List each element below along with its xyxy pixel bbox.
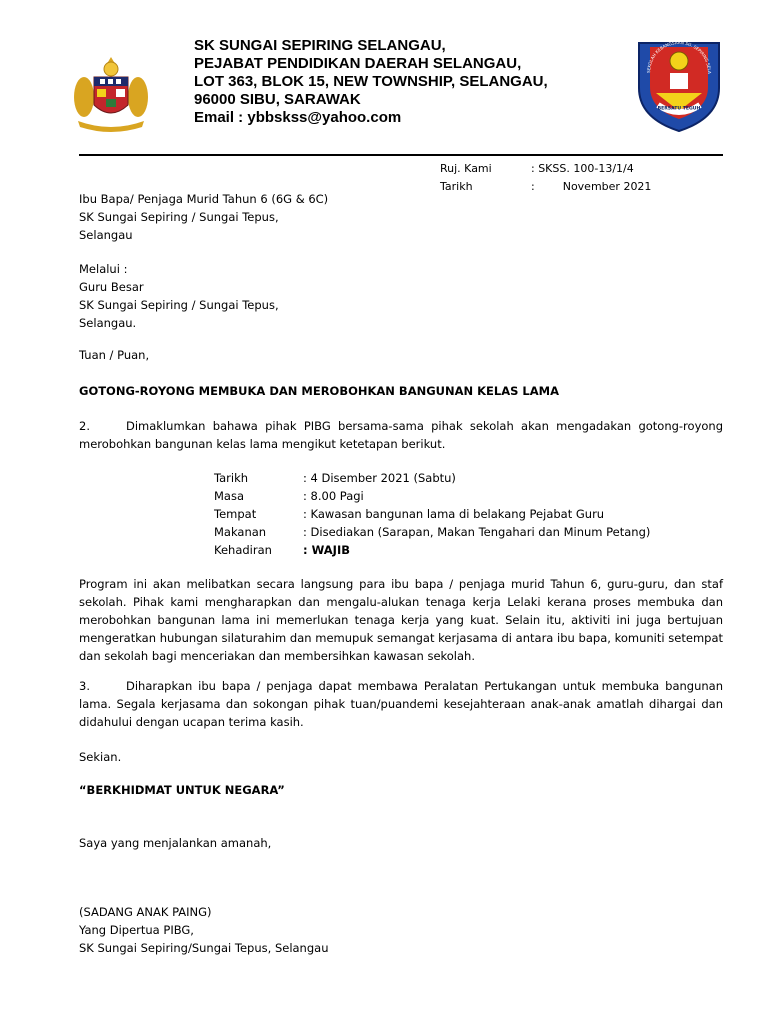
details-row <box>214 541 650 559</box>
recipient-line: Ibu Bapa/ Penjaga Murid Tahun 6 (6G & 6C) <box>79 192 329 206</box>
motto: “BERKHIDMAT UNTUK NEGARA” <box>79 783 285 797</box>
ref-labels <box>440 160 492 196</box>
details-value: : 4 Disember 2021 (Sabtu) <box>303 471 456 485</box>
details-row <box>214 523 650 541</box>
school-motto: BERSATU TEGUH <box>657 106 701 112</box>
details-value: : Disediakan (Sarapan, Makan Tengahari dan Minum Petang) <box>303 525 651 539</box>
tarikh-colon: : <box>531 180 535 193</box>
details-row <box>214 469 650 487</box>
letterhead-line: PEJABAT PENDIDIKAN DAERAH SELANGAU, <box>194 55 522 72</box>
details-row <box>214 487 650 505</box>
details-row <box>214 505 650 523</box>
ruj-value: : SKSS. 100-13/1/4 <box>531 162 634 175</box>
details-label: Kehadiran <box>214 543 272 557</box>
letterhead-email: Email : ybbskss@yahoo.com <box>194 109 402 126</box>
para-number: 2. <box>79 419 90 433</box>
details-label: Makanan <box>214 525 267 539</box>
details-label: Masa <box>214 489 245 503</box>
signatory-block <box>79 903 328 957</box>
signatory-name: (SADANG ANAK PAING) <box>79 905 212 919</box>
para-text: Diharapkan ibu bapa / penjaga dapat membawa Peralatan Pertukangan untuk membuka bangunan lama. Segala kerjasama dan sokongan pihak tuan/puandemi kesejahteraan anak-anak amatlah dihargai dan didahului dengan ucapan terima kasih. <box>79 679 723 729</box>
via-line: Guru Besar <box>79 280 144 294</box>
recipient-line: Selangau <box>79 228 133 242</box>
coat-of-arms-icon <box>70 55 152 137</box>
program-paragraph: Program ini akan melibatkan secara langsung para ibu bapa / penjaga murid Tahun 6, guru-guru, dan staf sekolah. Pihak kami mengharapkan dan mengalu-alukan tenaga kerja Lelaki kerana proses membuka dan merobohkan bangunan lama ini memerlukan tenaga kerja yang kuat. Selain itu, aktiviti ini juga bertujuan mengeratkan hubungan silaturahim dan memupuk semangat kerjasama di antara ibu bapa, komuniti setempat dan sekolah bagi menceriakan dan membersihkan kawasan sekolah. <box>79 577 723 663</box>
details-value: : WAJIB <box>303 543 350 557</box>
paragraph-3 <box>79 677 723 731</box>
tarikh-label: Tarikh <box>440 180 473 193</box>
via-line: SK Sungai Sepiring / Sungai Tepus, <box>79 298 279 312</box>
school-crest-icon <box>634 33 724 133</box>
para-text: Dimaklumkan bahawa pihak PIBG bersama-sama pihak sekolah akan mengadakan gotong-royong merobohkan bangunan kelas lama mengikut ketetapan berikut. <box>79 419 723 451</box>
recipient-line: SK Sungai Sepiring / Sungai Tepus, <box>79 210 279 224</box>
details-table <box>214 469 650 559</box>
signatory-org: SK Sungai Sepiring/Sungai Tepus, Selangau <box>79 941 329 955</box>
letterhead-line: LOT 363, BLOK 15, NEW TOWNSHIP, SELANGAU, <box>194 73 548 90</box>
letterhead-line: SK SUNGAI SEPIRING SELANGAU, <box>194 37 446 54</box>
letterhead <box>194 37 548 127</box>
tarikh-value: November 2021 <box>562 180 652 193</box>
ruj-label: Ruj. Kami <box>440 162 492 175</box>
salutation: Tuan / Puan, <box>79 348 150 362</box>
via-line: Selangau. <box>79 316 137 330</box>
details-value: : Kawasan bangunan lama di belakang Pejabat Guru <box>303 507 605 521</box>
ref-values <box>531 160 651 196</box>
details-label: Tempat <box>214 507 257 521</box>
header-divider <box>79 154 723 156</box>
recipient-block <box>79 190 328 244</box>
closing: Sekian. <box>79 750 122 764</box>
signatory-title: Yang Dipertua PIBG, <box>79 923 194 937</box>
school-crest-text: SEKOLAH KEBANGSAAN SG. SEPIRING SELA <box>645 39 713 74</box>
letterhead-line: 96000 SIBU, SARAWAK <box>194 91 361 108</box>
via-block <box>79 260 279 332</box>
via-line: Melalui : <box>79 262 128 276</box>
sign-intro: Saya yang menjalankan amanah, <box>79 836 272 850</box>
details-value: : 8.00 Pagi <box>303 489 364 503</box>
subject-heading: GOTONG-ROYONG MEMBUKA DAN MEROBOHKAN BANGUNAN KELAS LAMA <box>79 384 560 398</box>
details-label: Tarikh <box>214 471 249 485</box>
para-number: 3. <box>79 679 90 693</box>
paragraph-2 <box>79 417 723 453</box>
